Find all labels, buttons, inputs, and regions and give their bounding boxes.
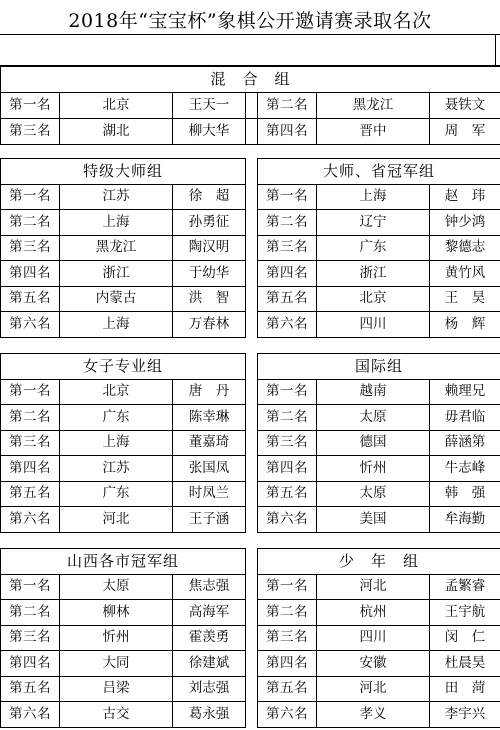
ranking-row xyxy=(258,312,500,338)
province-cell: 孝义 xyxy=(317,702,430,728)
rank-cell: 第三名 xyxy=(1,625,60,651)
player-name-cell: 王子涵 xyxy=(173,507,246,533)
player-name-cell: 聂铁文 xyxy=(430,93,500,119)
province-cell: 上海 xyxy=(60,312,173,338)
group-table-right xyxy=(257,158,500,338)
player-name-cell: 钟少鸿 xyxy=(430,210,500,236)
player-name-cell: 高海军 xyxy=(173,600,246,626)
ranking-row xyxy=(1,507,246,533)
group-header: 山西各市冠军组 xyxy=(1,549,246,575)
rank-cell: 第六名 xyxy=(258,702,317,728)
rank-cell: 第二名 xyxy=(258,600,317,626)
province-cell: 黑龙江 xyxy=(317,93,430,119)
player-name-cell: 徐 超 xyxy=(173,184,246,210)
player-name-cell: 牛志峰 xyxy=(430,456,500,482)
province-cell: 广东 xyxy=(317,235,430,261)
rank-cell: 第五名 xyxy=(258,286,317,312)
rank-cell: 第三名 xyxy=(258,430,317,456)
province-cell: 杭州 xyxy=(317,600,430,626)
player-name-cell: 杜晨昊 xyxy=(430,651,500,677)
ranking-row xyxy=(1,481,246,507)
mixed-row xyxy=(1,93,500,119)
player-name-cell: 牟海勤 xyxy=(430,507,500,533)
group-table-left xyxy=(0,353,246,533)
group-table-right xyxy=(257,353,500,533)
player-name-cell: 周 军 xyxy=(430,119,500,145)
rank-cell: 第一名 xyxy=(258,184,317,210)
group-table-right xyxy=(257,548,500,728)
group-header: 少 年 组 xyxy=(258,549,500,575)
province-cell: 内蒙古 xyxy=(60,286,173,312)
ranking-row xyxy=(1,676,246,702)
province-cell: 美国 xyxy=(317,507,430,533)
province-cell: 四川 xyxy=(317,312,430,338)
rank-cell: 第四名 xyxy=(1,261,60,287)
ranking-row xyxy=(258,651,500,677)
ranking-row xyxy=(1,702,246,728)
rank-cell: 第二名 xyxy=(258,405,317,431)
ranking-row xyxy=(258,574,500,600)
province-cell: 晋中 xyxy=(317,119,430,145)
ranking-row xyxy=(1,651,246,677)
rank-cell: 第二名 xyxy=(1,600,60,626)
player-name-cell: 赖理兄 xyxy=(430,379,500,405)
province-cell: 太原 xyxy=(317,405,430,431)
province-cell: 浙江 xyxy=(317,261,430,287)
province-cell: 黑龙江 xyxy=(60,235,173,261)
ranking-row xyxy=(258,507,500,533)
province-cell: 江苏 xyxy=(60,456,173,482)
rank-cell: 第二名 xyxy=(258,210,317,236)
ranking-row xyxy=(258,430,500,456)
blank-row-divider xyxy=(495,35,496,65)
rank-cell: 第六名 xyxy=(1,507,60,533)
rank-cell: 第六名 xyxy=(1,312,60,338)
ranking-row xyxy=(258,481,500,507)
province-cell: 吕梁 xyxy=(60,676,173,702)
player-name-cell: 陈幸琳 xyxy=(173,405,246,431)
rank-cell: 第四名 xyxy=(258,119,317,145)
rank-cell: 第三名 xyxy=(1,430,60,456)
ranking-row xyxy=(1,286,246,312)
player-name-cell: 葛永强 xyxy=(173,702,246,728)
province-cell: 上海 xyxy=(60,210,173,236)
rank-cell: 第三名 xyxy=(1,235,60,261)
rank-cell: 第五名 xyxy=(1,676,60,702)
province-cell: 江苏 xyxy=(60,184,173,210)
player-name-cell: 陶汉明 xyxy=(173,235,246,261)
mixed-row xyxy=(1,119,500,145)
province-cell: 四川 xyxy=(317,625,430,651)
ranking-row xyxy=(1,184,246,210)
rank-cell: 第五名 xyxy=(1,286,60,312)
province-cell: 上海 xyxy=(317,184,430,210)
player-name-cell: 孟繁睿 xyxy=(430,574,500,600)
column-gap xyxy=(246,93,258,119)
group-header: 大师、省冠军组 xyxy=(258,159,500,185)
ranking-row xyxy=(258,379,500,405)
player-name-cell: 孙勇征 xyxy=(173,210,246,236)
player-name-cell: 薛涵第 xyxy=(430,430,500,456)
province-cell: 柳林 xyxy=(60,600,173,626)
ranking-row xyxy=(1,574,246,600)
player-name-cell: 唐 丹 xyxy=(173,379,246,405)
rank-cell: 第五名 xyxy=(1,481,60,507)
blank-row xyxy=(0,34,500,66)
province-cell: 越南 xyxy=(317,379,430,405)
group-table-left xyxy=(0,158,246,338)
page-title: 2018年“宝宝杯”象棋公开邀请赛录取名次 xyxy=(68,10,432,32)
group-header: 特级大师组 xyxy=(1,159,246,185)
rank-cell: 第一名 xyxy=(1,93,60,119)
player-name-cell: 李宇兴 xyxy=(430,702,500,728)
province-cell: 古交 xyxy=(60,702,173,728)
player-name-cell: 董嘉琦 xyxy=(173,430,246,456)
ranking-row xyxy=(1,261,246,287)
player-name-cell: 黎德志 xyxy=(430,235,500,261)
player-name-cell: 柳大华 xyxy=(173,119,246,145)
ranking-row xyxy=(1,235,246,261)
rank-cell: 第四名 xyxy=(258,456,317,482)
province-cell: 忻州 xyxy=(60,625,173,651)
player-name-cell: 刘志强 xyxy=(173,676,246,702)
group-table-left xyxy=(0,548,246,728)
rank-cell: 第四名 xyxy=(1,651,60,677)
ranking-row xyxy=(1,379,246,405)
player-name-cell: 王天一 xyxy=(173,93,246,119)
rank-cell: 第六名 xyxy=(258,312,317,338)
province-cell: 广东 xyxy=(60,481,173,507)
rank-cell: 第五名 xyxy=(258,481,317,507)
ranking-row xyxy=(1,405,246,431)
ranking-row xyxy=(258,676,500,702)
player-name-cell: 焦志强 xyxy=(173,574,246,600)
province-cell: 河北 xyxy=(317,676,430,702)
ranking-row xyxy=(258,261,500,287)
rank-cell: 第一名 xyxy=(258,379,317,405)
province-cell: 辽宁 xyxy=(317,210,430,236)
rank-cell: 第一名 xyxy=(258,574,317,600)
ranking-row xyxy=(258,405,500,431)
rank-cell: 第四名 xyxy=(258,261,317,287)
player-name-cell: 于幼华 xyxy=(173,261,246,287)
province-cell: 浙江 xyxy=(60,261,173,287)
province-cell: 太原 xyxy=(317,481,430,507)
ranking-row xyxy=(1,210,246,236)
player-name-cell: 田 菏 xyxy=(430,676,500,702)
player-name-cell: 黄竹风 xyxy=(430,261,500,287)
player-name-cell: 张国凤 xyxy=(173,456,246,482)
province-cell: 湖北 xyxy=(60,119,173,145)
player-name-cell: 徐建斌 xyxy=(173,651,246,677)
province-cell: 广东 xyxy=(60,405,173,431)
province-cell: 北京 xyxy=(317,286,430,312)
ranking-row xyxy=(1,312,246,338)
rank-cell: 第四名 xyxy=(258,651,317,677)
rank-cell: 第一名 xyxy=(1,574,60,600)
province-cell: 太原 xyxy=(60,574,173,600)
province-cell: 忻州 xyxy=(317,456,430,482)
province-cell: 德国 xyxy=(317,430,430,456)
ranking-row xyxy=(258,456,500,482)
player-name-cell: 万春林 xyxy=(173,312,246,338)
province-cell: 安徽 xyxy=(317,651,430,677)
group-header: 国际组 xyxy=(258,354,500,380)
ranking-row xyxy=(258,600,500,626)
rank-cell: 第一名 xyxy=(1,184,60,210)
ranking-row xyxy=(1,600,246,626)
player-name-cell: 毋君临 xyxy=(430,405,500,431)
player-name-cell: 闵 仁 xyxy=(430,625,500,651)
province-cell: 河北 xyxy=(60,507,173,533)
ranking-row xyxy=(258,235,500,261)
ranking-row xyxy=(1,430,246,456)
province-cell: 上海 xyxy=(60,430,173,456)
rank-cell: 第二名 xyxy=(258,93,317,119)
ranking-row xyxy=(1,625,246,651)
rank-cell: 第三名 xyxy=(258,235,317,261)
player-name-cell: 霍羡勇 xyxy=(173,625,246,651)
province-cell: 大同 xyxy=(60,651,173,677)
rank-cell: 第三名 xyxy=(258,625,317,651)
rank-cell: 第三名 xyxy=(1,119,60,145)
player-name-cell: 洪 智 xyxy=(173,286,246,312)
ranking-row xyxy=(258,210,500,236)
mixed-group-header: 混 合 组 xyxy=(1,67,500,93)
player-name-cell: 赵 玮 xyxy=(430,184,500,210)
player-name-cell: 杨 辉 xyxy=(430,312,500,338)
rank-cell: 第一名 xyxy=(1,379,60,405)
rank-cell: 第二名 xyxy=(1,210,60,236)
rank-cell: 第四名 xyxy=(1,456,60,482)
ranking-row xyxy=(258,286,500,312)
province-cell: 北京 xyxy=(60,379,173,405)
ranking-row xyxy=(258,702,500,728)
rank-cell: 第二名 xyxy=(1,405,60,431)
player-name-cell: 王宇航 xyxy=(430,600,500,626)
player-name-cell: 时凤兰 xyxy=(173,481,246,507)
mixed-group-table xyxy=(0,66,500,145)
rank-cell: 第六名 xyxy=(258,507,317,533)
rank-cell: 第六名 xyxy=(1,702,60,728)
rank-cell: 第五名 xyxy=(258,676,317,702)
province-cell: 北京 xyxy=(60,93,173,119)
province-cell: 河北 xyxy=(317,574,430,600)
ranking-row xyxy=(1,456,246,482)
player-name-cell: 韩 强 xyxy=(430,481,500,507)
group-header: 女子专业组 xyxy=(1,354,246,380)
ranking-row xyxy=(258,184,500,210)
ranking-row xyxy=(258,625,500,651)
column-gap xyxy=(246,119,258,145)
player-name-cell: 王 昊 xyxy=(430,286,500,312)
